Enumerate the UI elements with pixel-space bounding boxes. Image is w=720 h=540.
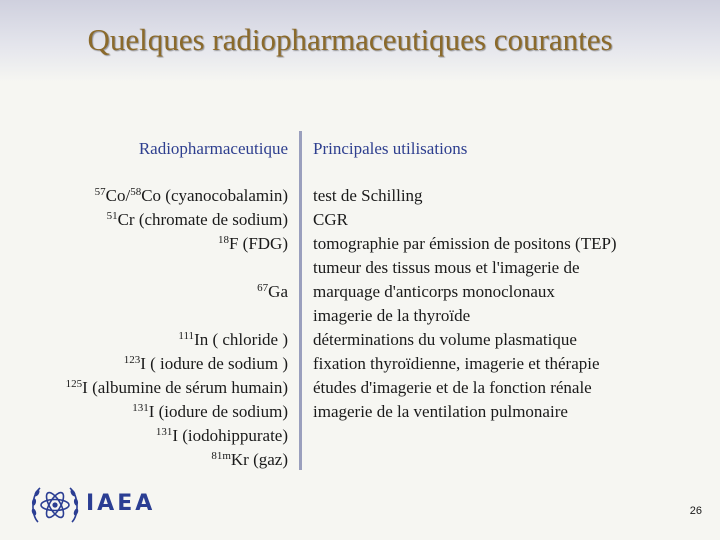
list-item: CGR — [313, 210, 348, 229]
list-item: fixation thyroïdienne, imagerie et thérapie — [313, 354, 600, 373]
list-item: $^{111}$In ( chloride ) — [178, 330, 288, 349]
list-item: tomographie par émission de positons (TEP) — [313, 234, 617, 253]
iaea-logo-text: IAEA — [86, 491, 156, 516]
list-item: tumeur des tissus mous et l'imagerie de — [313, 258, 580, 277]
header-radiopharmaceutique: Radiopharmaceutique — [138, 139, 288, 158]
header-principales-utilisations: Principales utilisations — [313, 139, 468, 158]
page-number: 26 — [689, 505, 702, 517]
list-item: $^{51}$Cr (chromate de sodium) — [106, 210, 288, 229]
list-item: imagerie de la thyroïde — [313, 306, 471, 325]
list-item: $^{57}$Co/$^{58}$Co (cyanocobalamin) — [94, 186, 288, 205]
list-item: imagerie de la ventilation pulmonaire — [313, 402, 568, 421]
list-item: test de Schilling — [313, 186, 423, 205]
list-item: $^{18}$F (FDG) — [217, 234, 288, 253]
list-item: $^{81m}$Kr (gaz) — [211, 450, 288, 469]
list-item: $^{125}$I (albumine de sérum humain) — [65, 378, 288, 397]
uses-column — [313, 136, 617, 424]
list-item: $^{67}$Ga — [257, 282, 288, 301]
list-item: déterminations du volume plasmatique — [313, 330, 577, 349]
list-item: marquage d'anticorps monoclonaux — [313, 282, 555, 301]
list-item: $^{131}$I (iodohippurate) — [155, 426, 288, 445]
list-item: études d'imagerie et de la fonction rénale — [313, 378, 592, 397]
list-item: $^{123}$I ( iodure de sodium ) — [123, 354, 288, 373]
radiopharmaceutical-column — [66, 136, 288, 472]
slide-title: Quelques radiopharmaceutiques courantes — [87, 22, 613, 57]
column-divider — [299, 131, 302, 470]
list-item: $^{131}$I (iodure de sodium) — [132, 402, 288, 421]
